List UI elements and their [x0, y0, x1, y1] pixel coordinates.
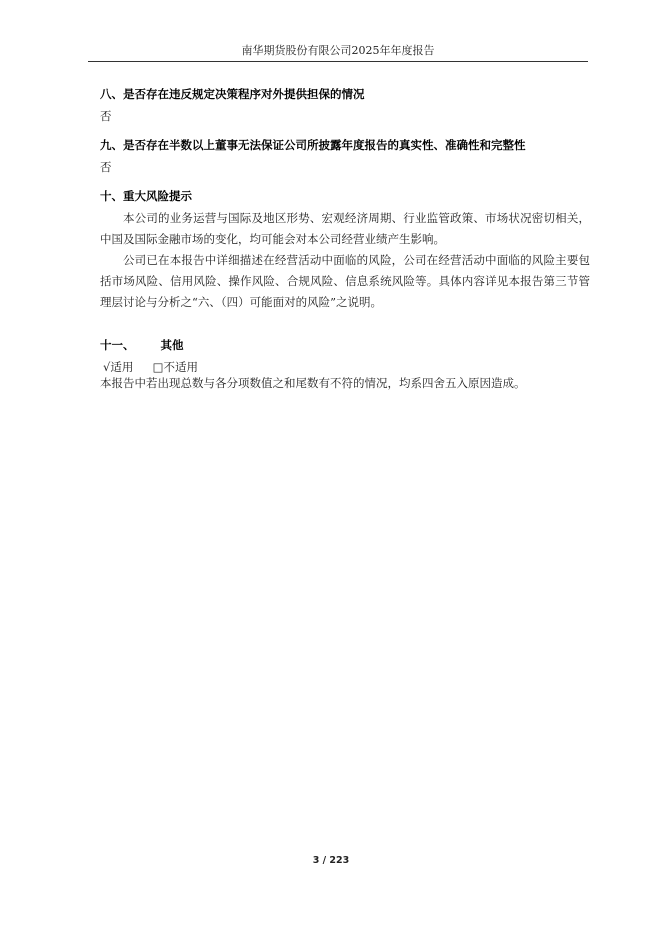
section-11-heading [100, 337, 184, 353]
section-9-heading: 九、是否存在半数以上董事无法保证公司所披露年度报告的真实性、准确性和完整性 [100, 138, 526, 152]
applicability-row [103, 359, 198, 375]
risk-paragraph-2: 公司已在本报告中详细描述在经营活动中面临的风险，公司在经营活动中面临的风险主要包括市场风险、信用风险、操作风险、合规风险、信息系统风险等。具体内容详见本报告第三节管理层讨论与分析之“六、（四）可能面对的风险”之说明。 [100, 253, 590, 309]
applicable-option: √适用 [103, 360, 134, 374]
section-9-answer: 否 [100, 160, 112, 174]
section-11-number: 十一、 [100, 338, 135, 352]
risk-paragraph-1: 本公司的业务运营与国际及地区形势、宏观经济周期、行业监管政策、市场状况密切相关，中国及国际金融市场的变化，均可能会对本公司经营业绩产生影响。 [100, 211, 590, 246]
section-8-heading: 八、是否存在违反规定决策程序对外提供担保的情况 [100, 87, 365, 101]
section-8-answer: 否 [100, 109, 112, 123]
section-11-title: 其他 [160, 338, 184, 352]
other-note: 本报告中若出现总数与各分项数值之和尾数有不符的情况，均系四舍五入原因造成。 [100, 376, 526, 390]
page-header: 南华期货股份有限公司2025年年度报告 [241, 44, 435, 57]
not-applicable-option: □不适用 [152, 360, 199, 374]
page-number: 3 / 223 [312, 855, 350, 866]
header-rule [88, 61, 588, 62]
section-10-heading: 十、重大风险提示 [100, 189, 192, 203]
